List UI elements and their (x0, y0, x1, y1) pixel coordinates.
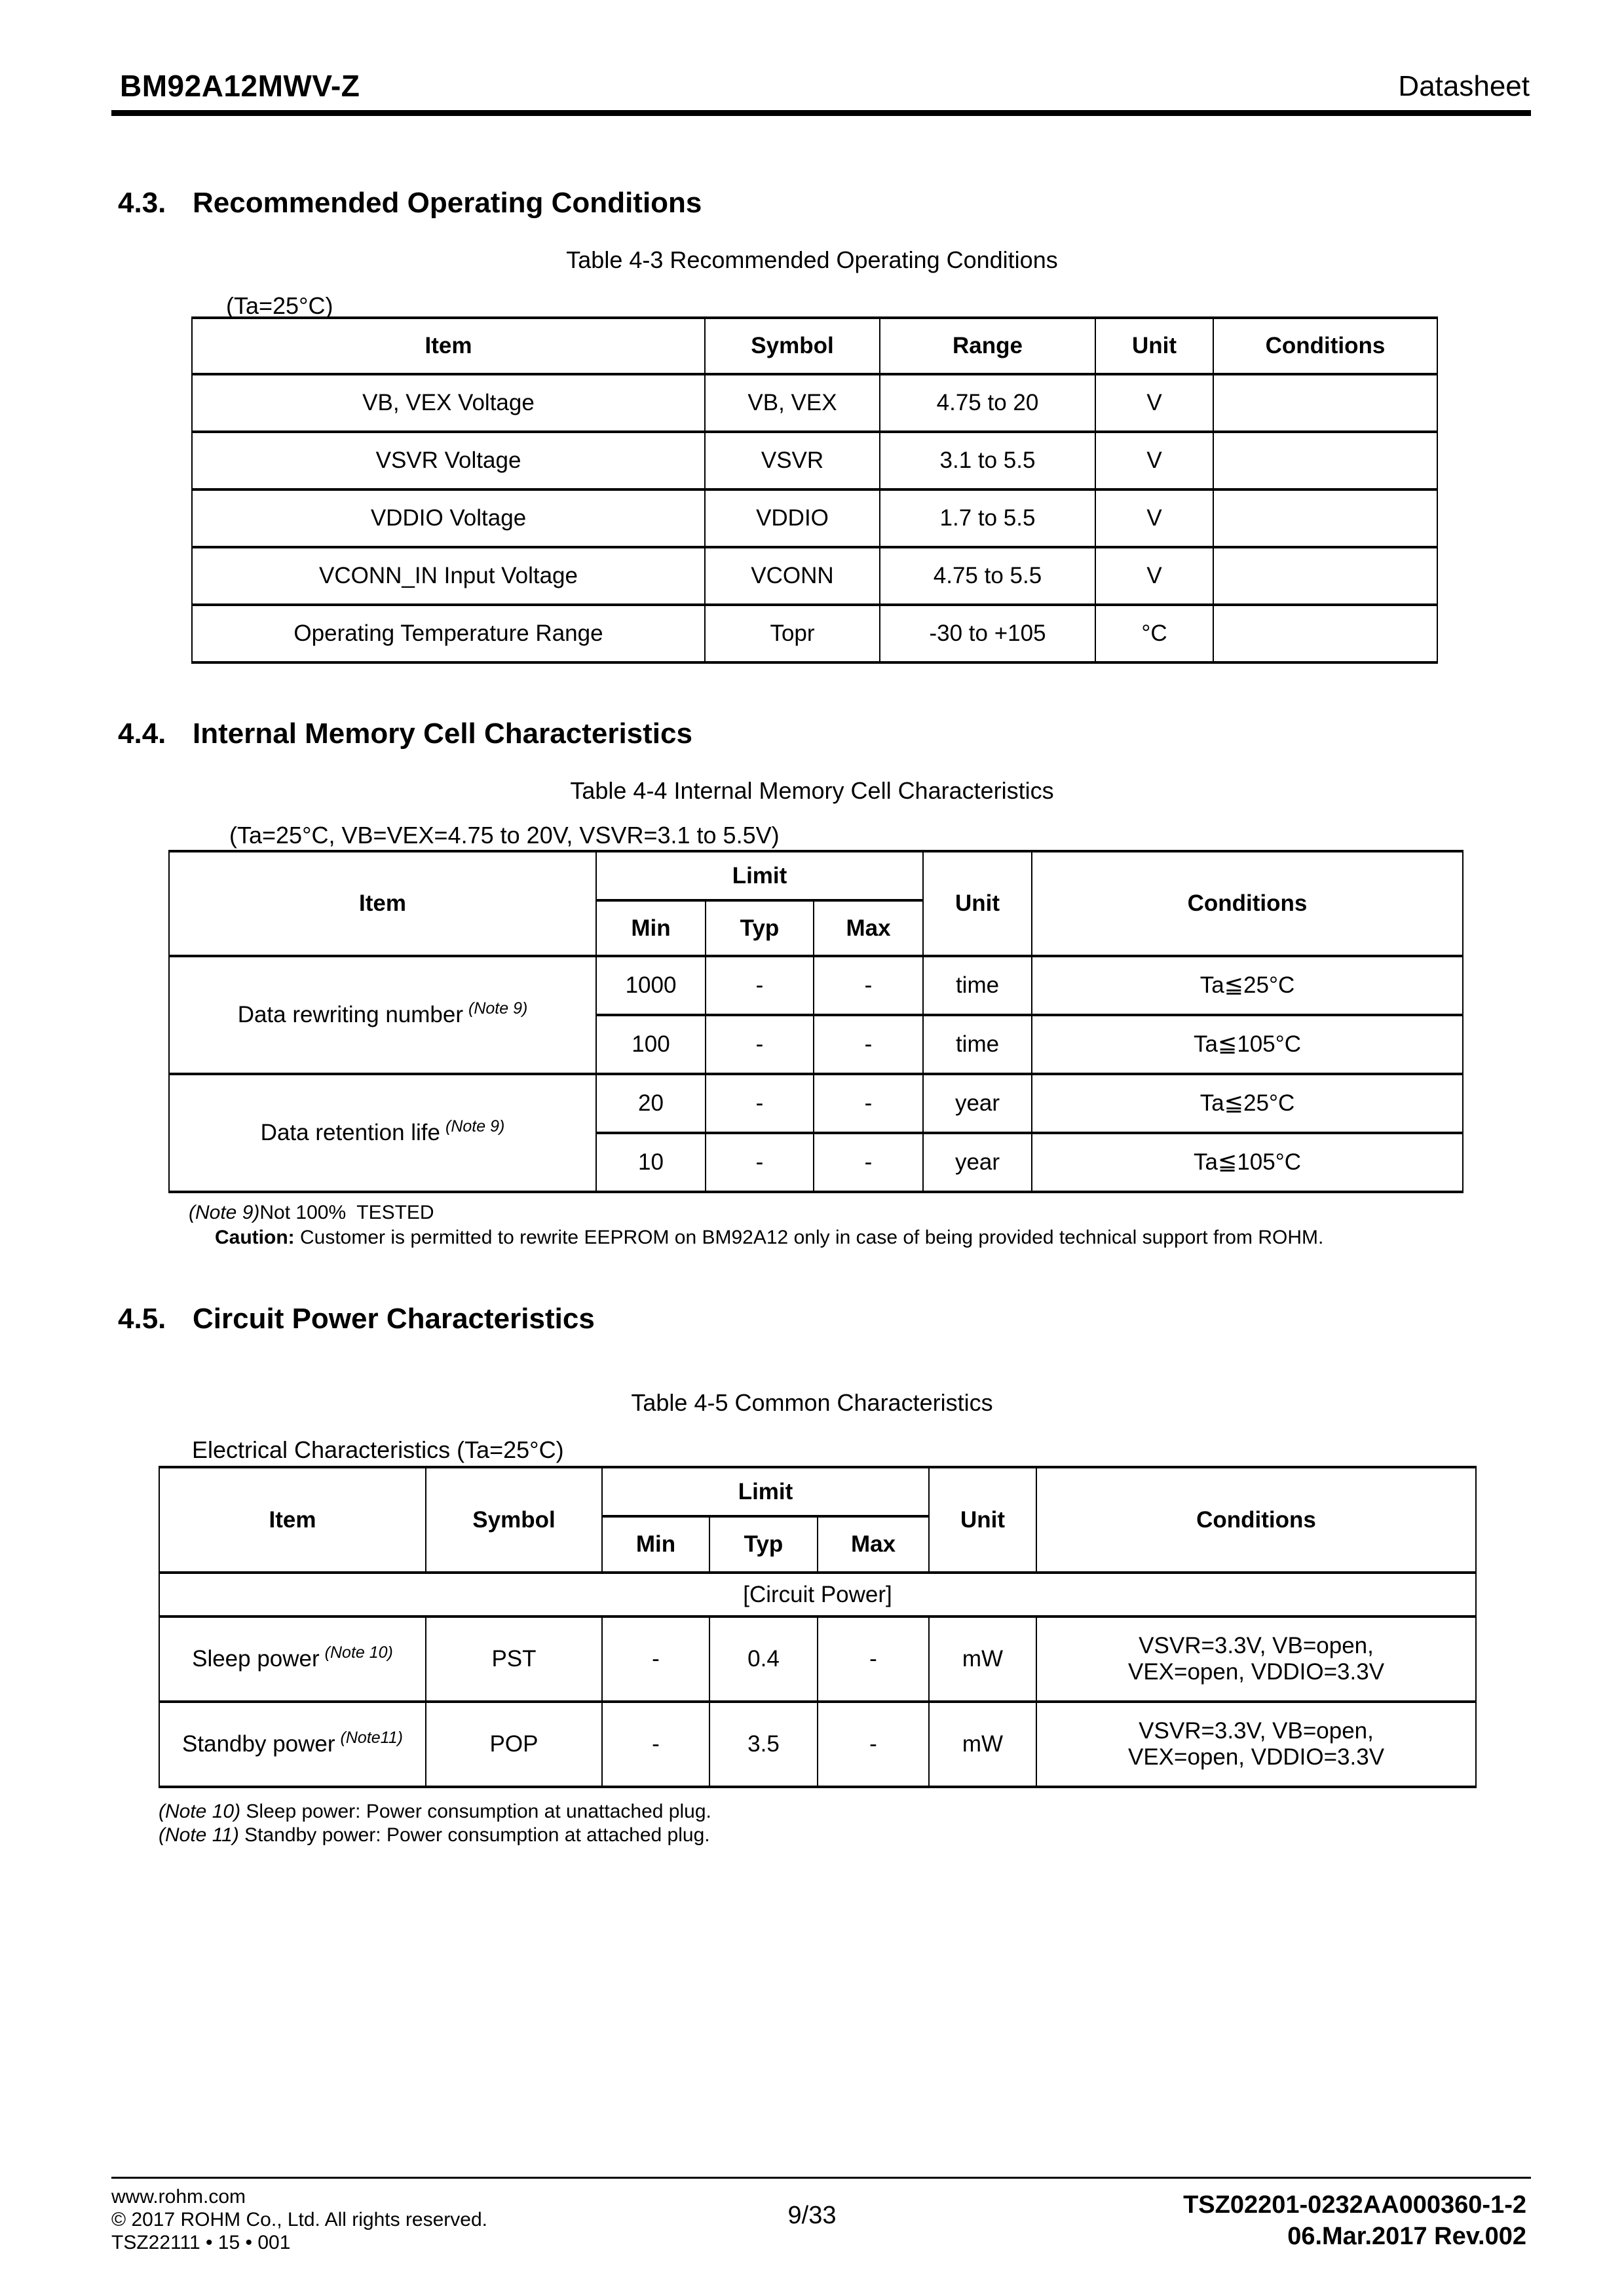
col-header-item: Item (169, 851, 596, 956)
footer-website: www.rohm.com (111, 2186, 246, 2208)
cell-unit: time (923, 956, 1032, 1015)
section-4-4-title: Internal Memory Cell Characteristics (193, 718, 692, 750)
table-row (192, 547, 1437, 605)
cell-max: - (814, 1015, 923, 1074)
table-4-4-caption: Table 4-4 Internal Memory Cell Characteristics (570, 777, 1054, 804)
cell-conditions: Ta≦25°C (1032, 956, 1463, 1015)
cell-typ: 3.5 (709, 1702, 818, 1787)
item-label: Standby power (182, 1731, 335, 1757)
cell-max: - (814, 956, 923, 1015)
cell-typ: - (706, 1074, 814, 1133)
cell-item: VDDIO Voltage (192, 489, 705, 547)
cell-conditions (1036, 1702, 1476, 1787)
table-row (169, 1074, 1463, 1133)
header-part-number: BM92A12MWV-Z (120, 69, 360, 103)
note-ref: (Note 9) (468, 999, 528, 1018)
cell-unit: V (1095, 489, 1213, 547)
cell-conditions (1213, 489, 1437, 547)
section-4-5-title: Circuit Power Characteristics (193, 1303, 595, 1335)
footer-page-number: 9/33 (787, 2202, 837, 2229)
cell-unit: V (1095, 432, 1213, 489)
table-4-4 (168, 850, 1463, 1193)
cell-typ: 0.4 (709, 1617, 818, 1702)
cell-min: 1000 (596, 956, 706, 1015)
cell-min: - (602, 1617, 709, 1702)
table-4-3-condition-line: (Ta=25°C) (226, 292, 333, 319)
cell-unit: V (1095, 547, 1213, 605)
cell-max: - (818, 1702, 929, 1787)
cell-unit: time (923, 1015, 1032, 1074)
cell-item (169, 1074, 596, 1192)
cell-min: 100 (596, 1015, 706, 1074)
note-text: Not 100% TESTED (259, 1202, 434, 1223)
note-ref: (Note11) (340, 1729, 403, 1747)
table-4-5-caption: Table 4-5 Common Characteristics (631, 1389, 993, 1416)
caution-text: Customer is permitted to rewrite EEPROM on BM92A12 only in case of being provided technical support from ROHM. (294, 1227, 1324, 1248)
col-header-symbol: Symbol (426, 1467, 602, 1573)
col-header-item: Item (192, 318, 705, 374)
item-label: Sleep power (192, 1646, 320, 1672)
table-4-5 (159, 1466, 1477, 1788)
cell-symbol: POP (426, 1702, 602, 1787)
col-header-symbol: Symbol (705, 318, 880, 374)
col-header-unit: Unit (929, 1467, 1036, 1573)
cell-unit: mW (929, 1702, 1036, 1787)
group-label: [Circuit Power] (159, 1573, 1476, 1617)
cell-conditions (1036, 1617, 1476, 1702)
table-row (169, 956, 1463, 1015)
cell-unit: mW (929, 1617, 1036, 1702)
cell-item: VB, VEX Voltage (192, 374, 705, 432)
cell-unit: °C (1095, 605, 1213, 662)
cell-unit: V (1095, 374, 1213, 432)
cell-symbol: VSVR (705, 432, 880, 489)
section-4-5-heading (118, 1303, 595, 1335)
cell-conditions (1213, 374, 1437, 432)
footer-rule (111, 2177, 1531, 2179)
col-header-limit: Limit (596, 851, 923, 900)
col-header-min: Min (602, 1516, 709, 1573)
cell-conditions (1213, 547, 1437, 605)
note-ref: (Note 9) (445, 1117, 505, 1136)
cell-symbol: VDDIO (705, 489, 880, 547)
header-doc-type: Datasheet (1398, 70, 1530, 102)
col-header-max: Max (814, 900, 923, 956)
footer-revision: 06.Mar.2017 Rev.002 (1287, 2223, 1526, 2250)
cell-item: Operating Temperature Range (192, 605, 705, 662)
col-header-typ: Typ (706, 900, 814, 956)
cell-typ: - (706, 956, 814, 1015)
col-header-item: Item (159, 1467, 426, 1573)
cell-max: - (814, 1133, 923, 1192)
table-row (192, 432, 1437, 489)
table-4-3-caption: Table 4-3 Recommended Operating Conditions (566, 246, 1058, 273)
cell-range: -30 to +105 (880, 605, 1095, 662)
section-4-4-heading (118, 718, 692, 750)
cell-typ: - (706, 1015, 814, 1074)
footer-doc-code: TSZ22111 • 15 • 001 (111, 2232, 291, 2253)
cell-max: - (818, 1617, 929, 1702)
col-header-range: Range (880, 318, 1095, 374)
table-row (192, 489, 1437, 547)
footer-doc-number: TSZ02201-0232AA000360-1-2 (1183, 2191, 1526, 2219)
col-header-limit: Limit (602, 1467, 929, 1516)
note-marker: (Note 9) (189, 1202, 260, 1223)
section-4-3-title: Recommended Operating Conditions (193, 187, 702, 219)
col-header-min: Min (596, 900, 706, 956)
table-row (192, 605, 1437, 662)
table-4-5-note-10 (159, 1801, 711, 1823)
col-header-typ: Typ (709, 1516, 818, 1573)
conditions-line: VSVR=3.3V, VB=open, (1139, 1718, 1374, 1744)
cell-range: 1.7 to 5.5 (880, 489, 1095, 547)
cell-item: VSVR Voltage (192, 432, 705, 489)
cell-conditions: Ta≦105°C (1032, 1015, 1463, 1074)
cell-symbol: Topr (705, 605, 880, 662)
table-4-4-caution (215, 1227, 1323, 1249)
cell-symbol: PST (426, 1617, 602, 1702)
cell-range: 4.75 to 5.5 (880, 547, 1095, 605)
cell-symbol: VB, VEX (705, 374, 880, 432)
table-4-4-header-row-1 (169, 851, 1463, 900)
footer-copyright: © 2017 ROHM Co., Ltd. All rights reserved. (111, 2209, 487, 2230)
note-text: Sleep power: Power consumption at unattached plug. (240, 1801, 711, 1822)
col-header-conditions: Conditions (1036, 1467, 1476, 1573)
table-4-3 (191, 316, 1438, 664)
item-label: Data retention life (260, 1120, 440, 1145)
cell-item (169, 956, 596, 1074)
cell-conditions (1213, 432, 1437, 489)
table-row (192, 374, 1437, 432)
item-label: Data rewriting number (237, 1002, 463, 1027)
table-4-5-condition-line: Electrical Characteristics (Ta=25°C) (192, 1436, 564, 1463)
note-ref: (Note 10) (324, 1643, 393, 1662)
table-row (159, 1702, 1476, 1787)
cell-item (159, 1702, 426, 1787)
section-4-4-number: 4.4. (118, 718, 166, 750)
table-4-5-note-11 (159, 1824, 710, 1846)
cell-typ: - (706, 1133, 814, 1192)
conditions-line: VSVR=3.3V, VB=open, (1139, 1633, 1374, 1658)
col-header-conditions: Conditions (1213, 318, 1437, 374)
col-header-unit: Unit (923, 851, 1032, 956)
col-header-max: Max (818, 1516, 929, 1573)
cell-min: 10 (596, 1133, 706, 1192)
table-4-4-note (189, 1202, 434, 1224)
cell-max: - (814, 1074, 923, 1133)
section-4-3-heading (118, 187, 702, 220)
cell-unit: year (923, 1074, 1032, 1133)
cell-conditions (1213, 605, 1437, 662)
cell-unit: year (923, 1133, 1032, 1192)
cell-symbol: VCONN (705, 547, 880, 605)
cell-conditions: Ta≦25°C (1032, 1074, 1463, 1133)
note-marker: (Note 10) (159, 1801, 241, 1822)
note-text: Standby power: Power consumption at attached plug. (238, 1824, 710, 1846)
header-rule (111, 110, 1531, 116)
col-header-unit: Unit (1095, 318, 1213, 374)
table-4-5-group-row (159, 1573, 1476, 1617)
cell-min: 20 (596, 1074, 706, 1133)
table-4-5-header-row-1 (159, 1467, 1476, 1516)
conditions-line: VEX=open, VDDIO=3.3V (1127, 1744, 1385, 1770)
note-marker: (Note 11) (159, 1824, 239, 1846)
cell-range: 4.75 to 20 (880, 374, 1095, 432)
caution-label: Caution: (215, 1227, 295, 1248)
table-4-4-condition-line: (Ta=25°C, VB=VEX=4.75 to 20V, VSVR=3.1 to 5.5V) (229, 822, 780, 849)
section-4-3-number: 4.3. (118, 187, 166, 219)
cell-range: 3.1 to 5.5 (880, 432, 1095, 489)
col-header-conditions: Conditions (1032, 851, 1463, 956)
table-row (159, 1617, 1476, 1702)
cell-item (159, 1617, 426, 1702)
cell-conditions: Ta≦105°C (1032, 1133, 1463, 1192)
cell-item: VCONN_IN Input Voltage (192, 547, 705, 605)
table-4-3-header-row (192, 318, 1437, 374)
conditions-line: VEX=open, VDDIO=3.3V (1127, 1659, 1385, 1685)
cell-min: - (602, 1702, 709, 1787)
section-4-5-number: 4.5. (118, 1303, 166, 1335)
